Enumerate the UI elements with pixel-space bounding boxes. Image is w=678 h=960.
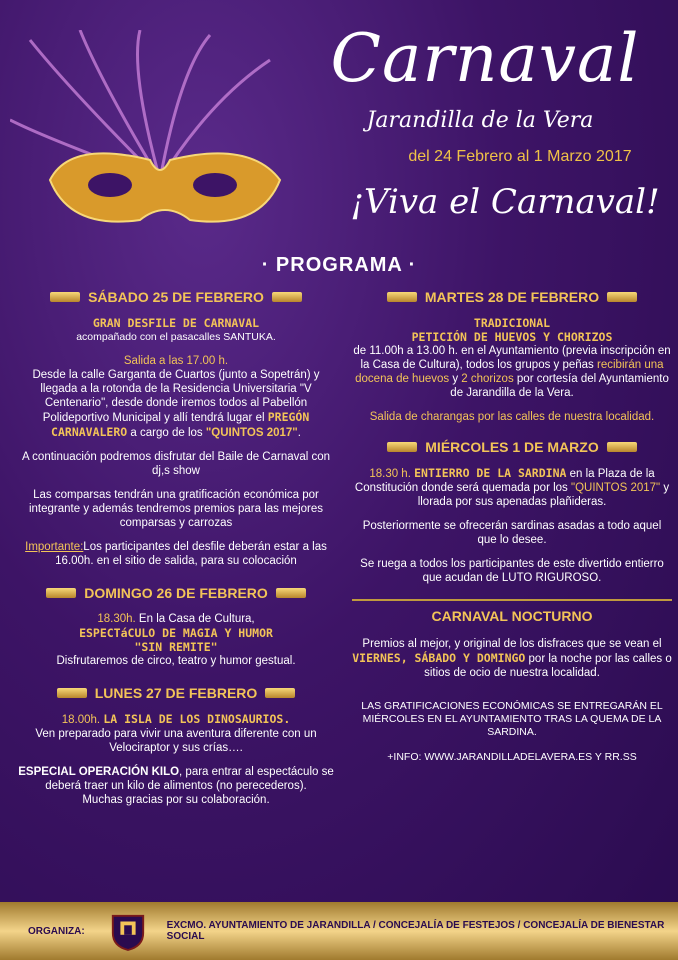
domingo-hora: 18.30h.: [97, 613, 136, 625]
martes-desc: [352, 344, 672, 400]
martes-desc-c: por cortesía del Ayuntamiento de Jarandilla de la Vera.: [450, 373, 669, 399]
organiza-label: ORGANIZA:: [28, 925, 85, 937]
gracias-text: Muchas gracias por su colaboración.: [82, 794, 270, 806]
miercoles-block: [352, 466, 672, 585]
lunes-title-line: [16, 712, 336, 727]
martes-desc-a: de 11.00h a 13.00 h. en el Ayuntamiento (previa inscripción en la Casa de Cultura), todos los grupos y peñas: [353, 345, 671, 371]
right-column: [352, 290, 672, 774]
day-header-martes: [352, 290, 672, 304]
martes-desc-b: y: [449, 373, 462, 385]
programa-heading: · PROGRAMA ·: [261, 254, 417, 276]
day-title: SÁBADO 25 DE FEBRERO: [88, 289, 264, 305]
importante-detail: Los participantes del desfile deberán estar a las 16.00h. en el sitio de salida, para su colocación: [55, 541, 327, 567]
day-header-miercoles: [352, 440, 672, 454]
gratificaciones-text: LAS GRATIFICACIONES ECONÓMICAS SE ENTREGARÁN EL MIÉRCOLES EN EL AYUNTAMIENTO TRAS LA QUEMA DE LA SARDINA.: [361, 700, 663, 738]
entierro-desc-b: y llorada por sus apenadas plañideras.: [417, 482, 670, 508]
gold-bar-decoration: [387, 442, 417, 452]
day-title: LUNES 27 DE FEBRERO: [94, 685, 258, 701]
gold-bar-decoration: [57, 688, 87, 698]
lunes-block: [16, 712, 336, 807]
charangas-text: Salida de charangas por las calles de nuestra localidad.: [369, 411, 655, 423]
lunes-hora: 18.00h.: [61, 714, 101, 726]
nocturno-desc: [352, 637, 672, 680]
baile-text: A continuación podremos disfrutar del Baile de Carnaval con dj,s show: [21, 451, 331, 477]
recorrido-text-c: .: [297, 427, 301, 439]
entierro-title: ENTIERRO DE LA SARDINA: [414, 466, 567, 480]
importante-label: Importante:: [25, 541, 84, 553]
info-link[interactable]: +INFO: WWW.JARANDILLADELAVERA.ES Y RR.SS: [387, 751, 637, 763]
salida-text: Salida a las 17.00 h.: [123, 355, 229, 367]
domingo-hora-lugar: [16, 612, 336, 626]
domingo-lugar: En la Casa de Cultura,: [135, 613, 255, 625]
gold-bar-decoration: [272, 292, 302, 302]
kilo-text: [16, 765, 336, 793]
event-title: Carnaval: [330, 20, 640, 97]
gold-bar-decoration: [50, 292, 80, 302]
entierro-desc-a: en la Plaza de la Constitución donde será quemada por los: [354, 468, 655, 494]
kilo-title: ESPECIAL OPERACIÓN KILO: [18, 766, 180, 778]
day-title: MIÉRCOLES 1 DE MARZO: [425, 439, 599, 455]
magia-title: ESPECTáCULO DE MAGIA Y HUMOR: [79, 626, 273, 640]
sin-remite-title: "SIN REMITE": [134, 640, 218, 654]
sardinas-text: Posteriormente se ofrecerán sardinas asadas a todo aquel que lo desee.: [362, 520, 662, 546]
nocturno-section: [352, 599, 672, 764]
quintos-text: "QUINTOS 2017": [205, 427, 298, 439]
nocturno-header: [352, 609, 672, 623]
pasacalles-text: acompañado con el pasacalles SANTUKA.: [76, 331, 276, 343]
entierro-text: [352, 466, 672, 509]
gold-bar-decoration: [607, 442, 637, 452]
martes-block: [352, 316, 672, 424]
nocturno-title: CARNAVAL NOCTURNO: [431, 608, 593, 624]
day-header-lunes: [16, 686, 336, 700]
crest-icon: [109, 909, 147, 953]
day-title: DOMINGO 26 DE FEBRERO: [84, 585, 268, 601]
organizers-text: EXCMO. AYUNTAMIENTO DE JARANDILLA / CONCEJALÍA DE FESTEJOS / CONCEJALÍA DE BIENESTAR SOCIAL: [166, 920, 665, 942]
recorrido-text-a: Desde la calle Garganta de Cuartos (junto a Sopetrán) y llegada a la rotonda de la Residencia Universitaria "V Centenario", desde donde iremos todos al Pabellón Polideportivo Municipal y allí tendrá lugar el: [32, 369, 320, 424]
day-title: MARTES 28 DE FEBRERO: [424, 289, 600, 305]
nocturno-desc-a: Premios al mejor, y original de los disfraces que se vean el: [362, 638, 662, 650]
event-location: Jarandilla de la Vera: [366, 108, 594, 133]
gold-bar-decoration: [265, 688, 295, 698]
gold-bar-decoration: [46, 588, 76, 598]
comparsas-text: Las comparsas tendrán una gratificación económica por integrante y además tendremos premios para las mejores comparsas y carrozas: [28, 489, 324, 529]
isla-title: LA ISLA DE LOS DINOSAURIOS.: [103, 712, 291, 726]
luto-text: Se ruega a todos los participantes de este divertido entierro que acudan de LUTO RIGUROSO.: [360, 558, 664, 584]
importante-text: [16, 540, 336, 568]
gold-bar-decoration: [387, 292, 417, 302]
miercoles-hora: 18.30 h.: [369, 468, 411, 480]
nocturno-dias: VIERNES, SÁBADO Y DOMINGO: [352, 651, 526, 665]
event-slogan: ¡Viva el Carnaval!: [350, 182, 660, 222]
recorrido-text-b: a cargo de los: [127, 427, 206, 439]
pregon-text: PREGÓN CARNAVALERO: [51, 410, 310, 439]
day-header-domingo: [16, 586, 336, 600]
day-header-sabado: [16, 290, 336, 304]
event-dates: del 24 Febrero al 1 Marzo 2017: [408, 148, 632, 165]
tradicional-title: TRADICIONAL: [473, 316, 551, 330]
domingo-block: [16, 612, 336, 668]
nocturno-desc-b: por la noche por las calles o sitios de ocio de nuestra localidad.: [424, 653, 672, 679]
sabado-block: [16, 316, 336, 568]
footer-bar: [0, 902, 678, 960]
carnival-mask-illustration: [10, 30, 310, 250]
miercoles-quintos: "QUINTOS 2017": [571, 482, 661, 494]
lunes-desc: Ven preparado para vivir una aventura diferente con un Velociraptor y sus crías….: [35, 728, 317, 754]
left-column: [16, 290, 336, 821]
peticion-title: PETICIÓN DE HUEVOS Y CHORIZOS: [411, 330, 613, 344]
gold-bar-decoration: [276, 588, 306, 598]
recorrido-text: [16, 368, 336, 440]
gold-bar-decoration: [607, 292, 637, 302]
domingo-desc: Disfrutaremos de circo, teatro y humor gestual.: [56, 655, 296, 667]
recibiran-text: recibirán una docena de huevos: [355, 359, 664, 385]
desfile-title: GRAN DESFILE DE CARNAVAL: [92, 316, 260, 330]
chorizos-text: 2 chorizos: [461, 373, 514, 385]
kilo-desc: , para entrar al espectáculo se deberá traer un kilo de alimentos (no perecederos).: [45, 766, 334, 792]
